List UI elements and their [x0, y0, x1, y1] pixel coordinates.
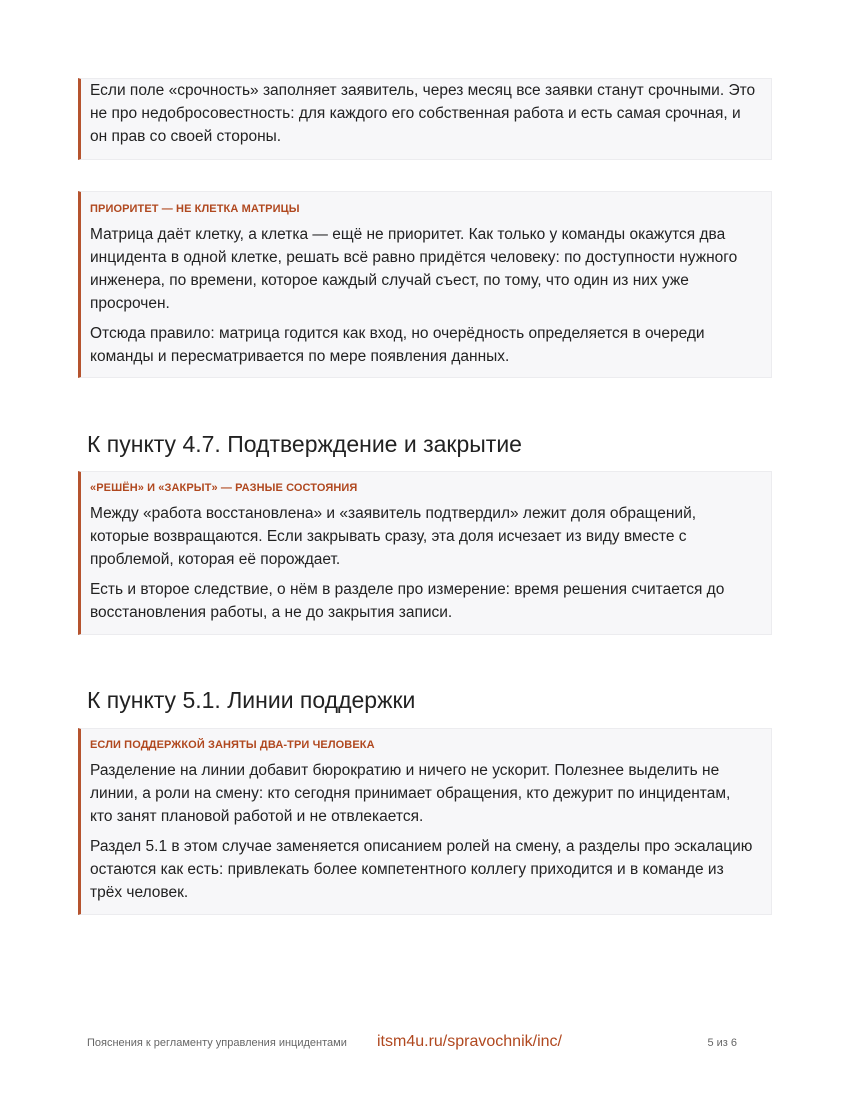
callout-priority	[78, 191, 772, 378]
callout-label: ЕСЛИ ПОДДЕРЖКОЙ ЗАНЯТЫ ДВА-ТРИ ЧЕЛОВЕКА	[90, 739, 375, 751]
callout-paragraph: Отсюда правило: матрица годится как вход, но очерёдность определяется в очереди команды и пересматривается по мере появления данных.	[90, 325, 705, 365]
section-heading-4-7: К пункту 4.7. Подтверждение и закрытие	[87, 431, 522, 457]
callout-urgency	[78, 78, 772, 160]
footer-document-title: Пояснения к регламенту управления инцидентами	[87, 1037, 347, 1049]
callout-label: ПРИОРИТЕТ — НЕ КЛЕТКА МАТРИЦЫ	[90, 203, 300, 215]
callout-paragraph: Есть и второе следствие, о нём в разделе про измерение: время решения считается до восстановления работы, а не до закрытия записи.	[90, 581, 725, 621]
section-heading-5-1: К пункту 5.1. Линии поддержки	[87, 687, 416, 713]
callout-paragraph: Если поле «срочность» заполняет заявитель, через месяц все заявки станут срочными. Это не про недобросовестность: для каждого его собственная работа и есть самая срочная, и он прав со своей стороны.	[90, 82, 756, 145]
page-footer	[87, 1033, 737, 1053]
footer-page-number: 5 из 6	[707, 1037, 737, 1049]
callout-label: «РЕШЁН» И «ЗАКРЫТ» — РАЗНЫЕ СОСТОЯНИЯ	[90, 482, 358, 494]
footer-link[interactable]: itsm4u.ru/spravochnik/inc/	[377, 1033, 562, 1050]
callout-paragraph: Между «работа восстановлена» и «заявитель подтвердил» лежит доля обращений, которые возвращаются. Если закрывать сразу, эта доля исчезает из виду вместе с проблемой, которая её порождает.	[90, 505, 697, 568]
callout-paragraph: Раздел 5.1 в этом случае заменяется описанием ролей на смену, а разделы про эскалацию остаются как есть: привлекать более компетентного коллегу приходится и в команде из трёх человек.	[90, 838, 753, 901]
callout-paragraph: Матрица даёт клетку, а клетка — ещё не приоритет. Как только у команды окажутся два инцидента в одной клетке, решать всё равно придётся человеку: по доступности нужного инженера, по времени, которое каждый случай съест, по тому, что один из них уже просрочен.	[90, 226, 738, 312]
callout-small-team	[78, 728, 772, 915]
callout-resolved-closed	[78, 471, 772, 635]
callout-paragraph: Разделение на линии добавит бюрократию и ничего не ускорит. Полезнее выделить не линии, а роли на смену: кто сегодня принимает обращения, кто дежурит по инцидентам, кто занят плановой работой и не отвлекается.	[90, 762, 731, 825]
